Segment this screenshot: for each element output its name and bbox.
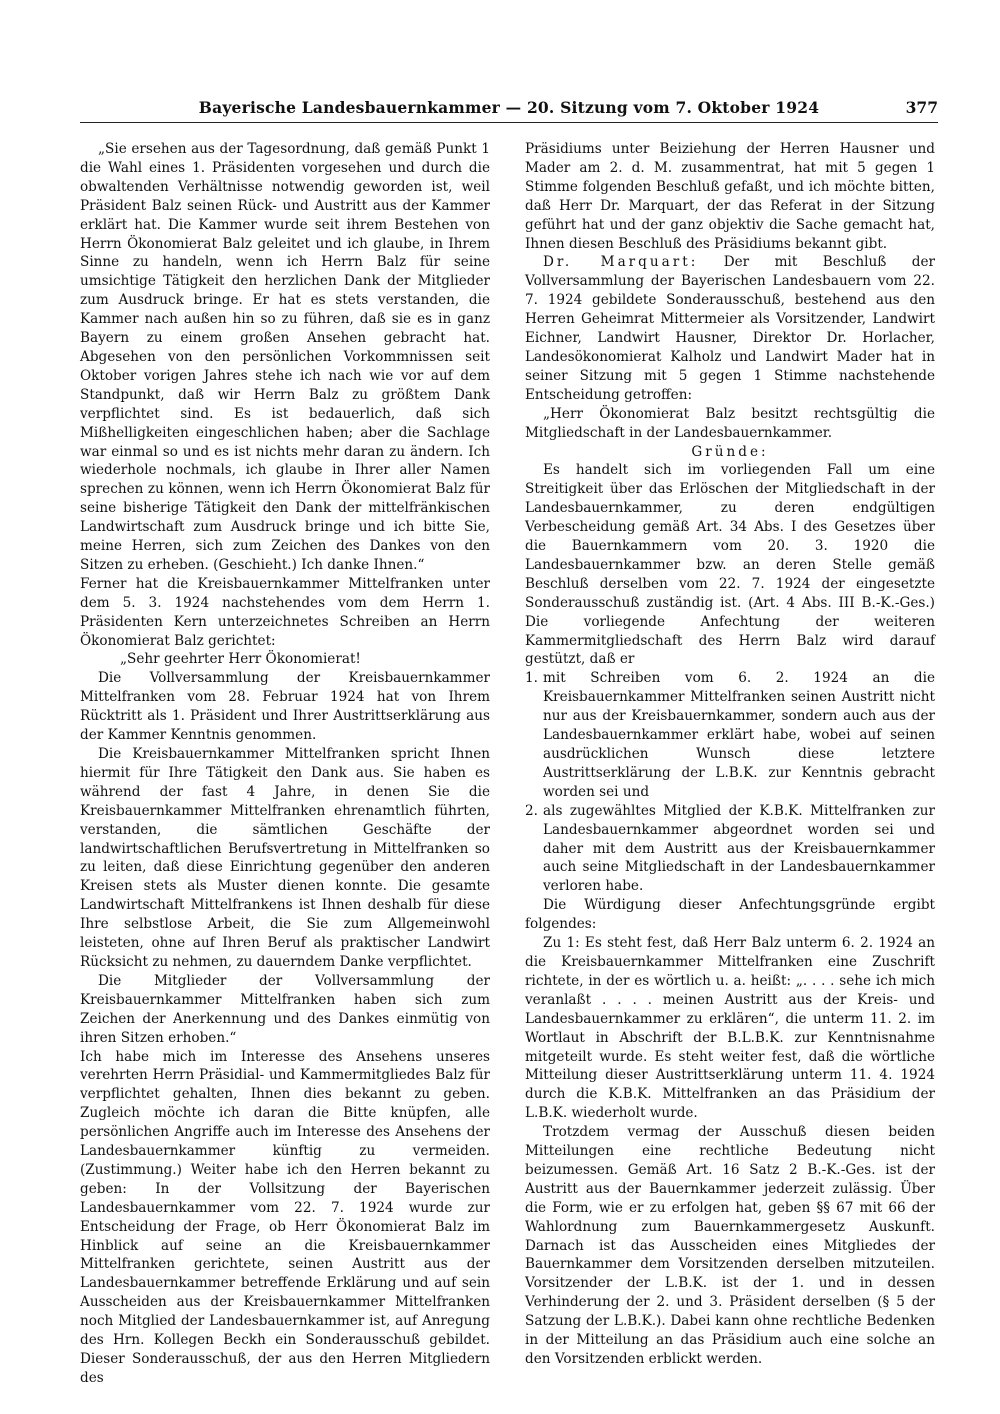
paragraph: Die Mitglieder der Vollversammlung der Kreisbauernkammer Mittelfranken haben sich zum Zeichen der Anerkennung und des Dankes einmütig von ihren Sitzen erhoben.“: [80, 972, 490, 1046]
list-item-text: mit Schreiben vom 6. 2. 1924 an die Kreisbauernkammer Mittelfranken seinen Austritt nicht nur aus der Kreisbauernkammer, sondern auch aus der Landesbauernkammer erklärt habe, wobei auf seinen ausdrücklichen Wunsch diese letztere Austrittserklärung der L.B.K. zur Kenntnis gebracht worden sei und: [543, 670, 935, 800]
list-number: 1.: [525, 670, 538, 687]
letter-salutation: „Sehr geehrter Herr Ökonomierat!: [120, 651, 361, 668]
paragraph: Trotzdem vermag der Ausschuß diesen beiden Mitteilungen eine rechtliche Bedeutung nicht beizumessen. Gemäß Art. 16 Satz 2 B.-K.-Ges. ist der Austritt aus der Bauernkammer jederzeit zulässig. Über die Form, wie er zu erfolgen hat, geben §§ 67 mit 66 der Wahlordnung zum Bauernkammergesetz Auskunft. Darnach ist das Ausscheiden eines Mitgliedes der Bauernkammer dem Vorsitzenden derselben mitzuteilen. Vorsitzender der L.B.K. ist der 1. und in dessen Verhinderung der 2. und 3. Präsident derselben (§ 5 der Satzung der L.B.K.). Dabei kann ohne rechtliche Bedenken in der Mitteilung an das Präsidium auch eine solche an den Vorsitzenden erblickt werden.: [525, 1124, 935, 1367]
paragraph: Ich habe mich im Interesse des Ansehens unseres verehrten Herrn Präsidial- und Kammermitgliedes Balz für verpflichtet gehalten, Ihnen dies bekannt zu geben. Zugleich möchte ich daran die Bitte knüpfen, alle persönlichen Angriffe auch im Interesse des Ansehens der Landesbauernkammer künftig zu vermeiden. (Zustimmung.) Weiter habe ich den Herren bekannt zu geben: In der Vollsitzung der Bayerischen Landesbauernkammer vom 22. 7. 1924 wurde zur Entscheidung der Frage, ob Herr Ökonomierat Balz im Hinblick auf seine an die Kreisbauernkammer Mittelfranken gerichtete, seinen Austritt aus der Landesbauernkammer betreffende Erklärung und auf sein Ausscheiden aus der Kreisbauernkammer Mittelfranken noch Mitglied der Landesbauernkammer ist, auf Anregung des Hrn. Kollegen Beckh ein Sonderausschuß gebildet. Dieser Sonderausschuß, der aus den Herren Mitgliedern des: [80, 1048, 490, 1386]
list-item: [525, 802, 935, 897]
list-item: [525, 669, 935, 801]
speaker-name: Dr. Marquart:: [543, 254, 699, 271]
paragraph: Es handelt sich im vorliegenden Fall um eine Streitigkeit über das Erlöschen der Mitgliedschaft in der Landesbauernkammer, zu deren endgültigen Verbescheidung gemäß Art. 34 Abs. I des Gesetzes über die Bauernkammern vom 20. 3. 1920 die Landesbauernkammer bzw. an deren Stelle gemäß Beschluß derselben vom 22. 7. 1924 der eingesetzte Sonderausschuß zuständig ist. (Art. 4 Abs. III B.-K.-Ges.) Die vorliegende Anfechtung der weiteren Kammermitgliedschaft des Herrn Balz wird darauf gestützt, daß er: [525, 462, 935, 668]
numbered-list: [525, 669, 935, 896]
paragraph: [525, 253, 935, 404]
list-item-text: als zugewähltes Mitglied der K.B.K. Mittelfranken zur Landesbauernkammer abgeordnet worden sei und daher mit dem Austritt aus der Kreisbauernkammer auch seine Mitgliedschaft in der Landesbauernkammer verloren habe.: [543, 802, 935, 895]
section-heading: Gründe:: [691, 443, 769, 460]
page-number: 377: [905, 98, 938, 117]
running-header: [80, 96, 938, 123]
decision-quote: „Herr Ökonomierat Balz besitzt rechtsgültig die Mitgliedschaft in der Landesbauernkammer.: [525, 405, 935, 441]
list-number: 2.: [525, 802, 538, 819]
left-column: [80, 140, 490, 1388]
paragraph: „Sie ersehen aus der Tagesordnung, daß gemäß Punkt 1 die Wahl eines 1. Präsidenten vorgesehen und durch die obwaltenden Verhältnisse notwendig geworden ist, weil Präsident Balz seinen Rück- und Austritt aus der Kammer erklärt hat. Die Kammer wurde seit ihrem Bestehen von Herrn Ökonomierat Balz geleitet und ich glaube, in Ihrem Sinne zu handeln, wenn ich Herrn Balz für seine umsichtige Tätigkeit den herzlichen Dank der Mitglieder zum Ausdruck bringe. Er hat es stets verstanden, die Kammer nach außen hin so zu führen, daß sie es in ganz Bayern zu einem großen Ansehen gebracht hat. Abgesehen von den persönlichen Vorkommnissen seit Oktober vorigen Jahres stehe ich nach wie vor auf dem Standpunkt, daß wir Herrn Balz zu größtem Dank verpflichtet sind. Es ist bedauerlich, daß sich Mißhelligkeiten eingeschlichen haben; aber die Sachlage war einmal so und es ist nichts mehr daran zu ändern. Ich wiederhole nochmals, ich glaube in Ihrer aller Namen sprechen zu können, wenn ich Herrn Ökonomierat Balz für seine bisherige Tätigkeit den Dank der mittelfränkischen Landwirtschaft zum Ausdruck bringe und ich bitte Sie, meine Herren, sich zum Zeichen des Dankes von den Sitzen zu erheben. (Geschieht.) Ich danke Ihnen.“: [80, 141, 490, 573]
paragraph: Präsidiums unter Beiziehung der Herren Hausner und Mader am 2. d. M. zusammentrat, hat mit 5 gegen 1 Stimme folgenden Beschluß gefaßt, und ich möchte bitten, daß Herr Dr. Marquart, der das Referat in der Sitzung geführt hat und der ganz objektiv die Sache gemacht hat, Ihnen diesen Beschluß des Präsidiums bekannt gibt.: [525, 141, 935, 252]
right-column: [525, 140, 935, 1369]
paragraph: Zu 1: Es steht fest, daß Herr Balz unterm 6. 2. 1924 an die Kreisbauernkammer Mittelfranken eine Zuschrift richtete, in der es wörtlich u. a. heißt: „. . . . sehe ich mich veranlaßt . . . . meinen Austritt aus der Kreis- und Landesbauernkammer zu erklären“, die unterm 11. 2. im Wortlaut in Abschrift der B.L.B.K. zur Kenntnisnahme mitgeteilt wurde. Es steht weiter fest, daß die wörtliche Mitteilung dieser Austrittserklärung unterm 11. 4. 1924 durch die K.B.K. Mittelfranken an das Präsidium der L.B.K. wiederholt wurde.: [525, 935, 935, 1122]
paragraph: Die Würdigung dieser Anfechtungsgründe ergibt folgendes:: [525, 897, 935, 933]
header-title: Bayerische Landesbauernkammer — 20. Sitzung vom 7. Oktober 1924: [198, 98, 820, 117]
speaker-text: Der mit Beschluß der Vollversammlung der Bayerischen Landesbauern vom 22. 7. 1924 gebildete Sonderausschuß, bestehend aus den Herren Geheimrat Mittermeier als Vorsitzender, Landwirt Eichner, Landwirt Hausner, Direktor Dr. Horlacher, Landesökonomierat Kalholz und Landwirt Mader hat in seiner Sitzung mit 5 gegen 1 Stimme nachstehende Entscheidung getroffen:: [525, 254, 935, 403]
paragraph: Ferner hat die Kreisbauernkammer Mittelfranken unter dem 5. 3. 1924 nachstehendes vom dem Herrn 1. Präsidenten Kern unterzeichnetes Schreiben an Herrn Ökonomierat Balz gerichtet:: [80, 575, 490, 649]
paragraph: Die Vollversammlung der Kreisbauernkammer Mittelfranken vom 28. Februar 1924 hat von Ihrem Rücktritt als 1. Präsident und Ihrer Austrittserklärung aus der Kammer Kenntnis genommen.: [80, 670, 490, 744]
paragraph: Die Kreisbauernkammer Mittelfranken spricht Ihnen hiermit für Ihre Tätigkeit den Dank aus. Sie haben es während der fast 4 Jahre, in denen Sie die Kreisbauernkammer Mittelfranken ehrenamtlich führten, verstanden, die sämtlichen Geschäfte der landwirtschaftlichen Berufsvertretung in Mittelfranken so zu leiten, daß diese Einrichtung gegenüber den anderen Kreisen stets als Muster dienen konnte. Die gesamte Landwirtschaft Mittelfrankens ist Ihnen deshalb für diese Ihre selbstlose Arbeit, die Sie zum Allgemeinwohl leisteten, ohne auf Ihren Beruf als praktischer Landwirt Rücksicht zu nehmen, zu dauerndem Danke verpflichtet.: [80, 746, 490, 970]
